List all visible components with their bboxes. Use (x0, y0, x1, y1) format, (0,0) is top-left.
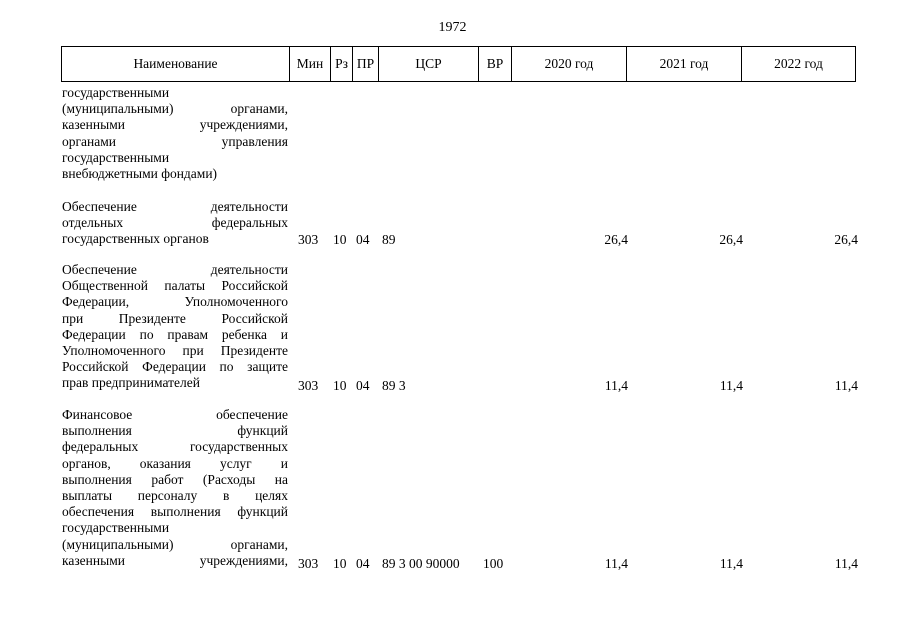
cell-pr: 04 (356, 232, 370, 247)
header-2020: 2020 год (512, 47, 627, 81)
row-name: Финансовое обеспечение выполнения функций федеральных государственных органов, оказания услуг и выполнения работ (Расходы на выплаты персоналу в целях обеспечения выполнения функций государственными (муниципальными) органами, казенными учреждениями, (62, 407, 288, 568)
cell-min: 303 (298, 232, 319, 247)
cell-2022: 11,4 (834, 378, 858, 393)
cell-csr: 89 3 (382, 378, 406, 393)
cell-2020: 26,4 (604, 232, 628, 247)
header-min: Мин (290, 47, 331, 81)
cell-rz: 10 (333, 378, 347, 393)
cell-2022: 11,4 (834, 556, 858, 571)
table-header (61, 46, 856, 82)
cell-2020: 11,4 (604, 378, 628, 393)
row-name: государственными (муниципальными) органами, казенными учреждениями, органами управления государственными внебюджетными фондами) (62, 85, 288, 182)
cell-2021: 26,4 (719, 232, 743, 247)
row-name: Обеспечение деятельности отдельных федеральных государственных органов (62, 199, 288, 247)
cell-min: 303 (298, 378, 319, 393)
cell-2021: 11,4 (719, 556, 743, 571)
cell-pr: 04 (356, 378, 370, 393)
row-name: Обеспечение деятельности Общественной палаты Российской Федерации, Уполномоченного при Президенте Российской Федерации по правам ребенка и Уполномоченного при Президенте Российской Федерации по защите прав предпринимателей (62, 262, 288, 391)
cell-2022: 26,4 (834, 232, 858, 247)
header-pr: ПР (353, 47, 379, 81)
header-name: Наименование (62, 47, 290, 81)
cell-rz: 10 (333, 556, 347, 571)
cell-min: 303 (298, 556, 319, 571)
cell-2020: 11,4 (604, 556, 628, 571)
cell-csr: 89 (382, 232, 396, 247)
cell-vr: 100 (483, 556, 504, 571)
page-number: 1972 (438, 20, 467, 35)
header-csr: ЦСР (379, 47, 479, 81)
cell-pr: 04 (356, 556, 370, 571)
header-rz: Рз (331, 47, 353, 81)
cell-rz: 10 (333, 232, 347, 247)
header-2022: 2022 год (774, 56, 823, 71)
header-vr: ВР (479, 47, 512, 81)
header-2021: 2021 год (627, 47, 742, 81)
cell-csr: 89 3 00 90000 (382, 556, 460, 571)
cell-2021: 11,4 (719, 378, 743, 393)
